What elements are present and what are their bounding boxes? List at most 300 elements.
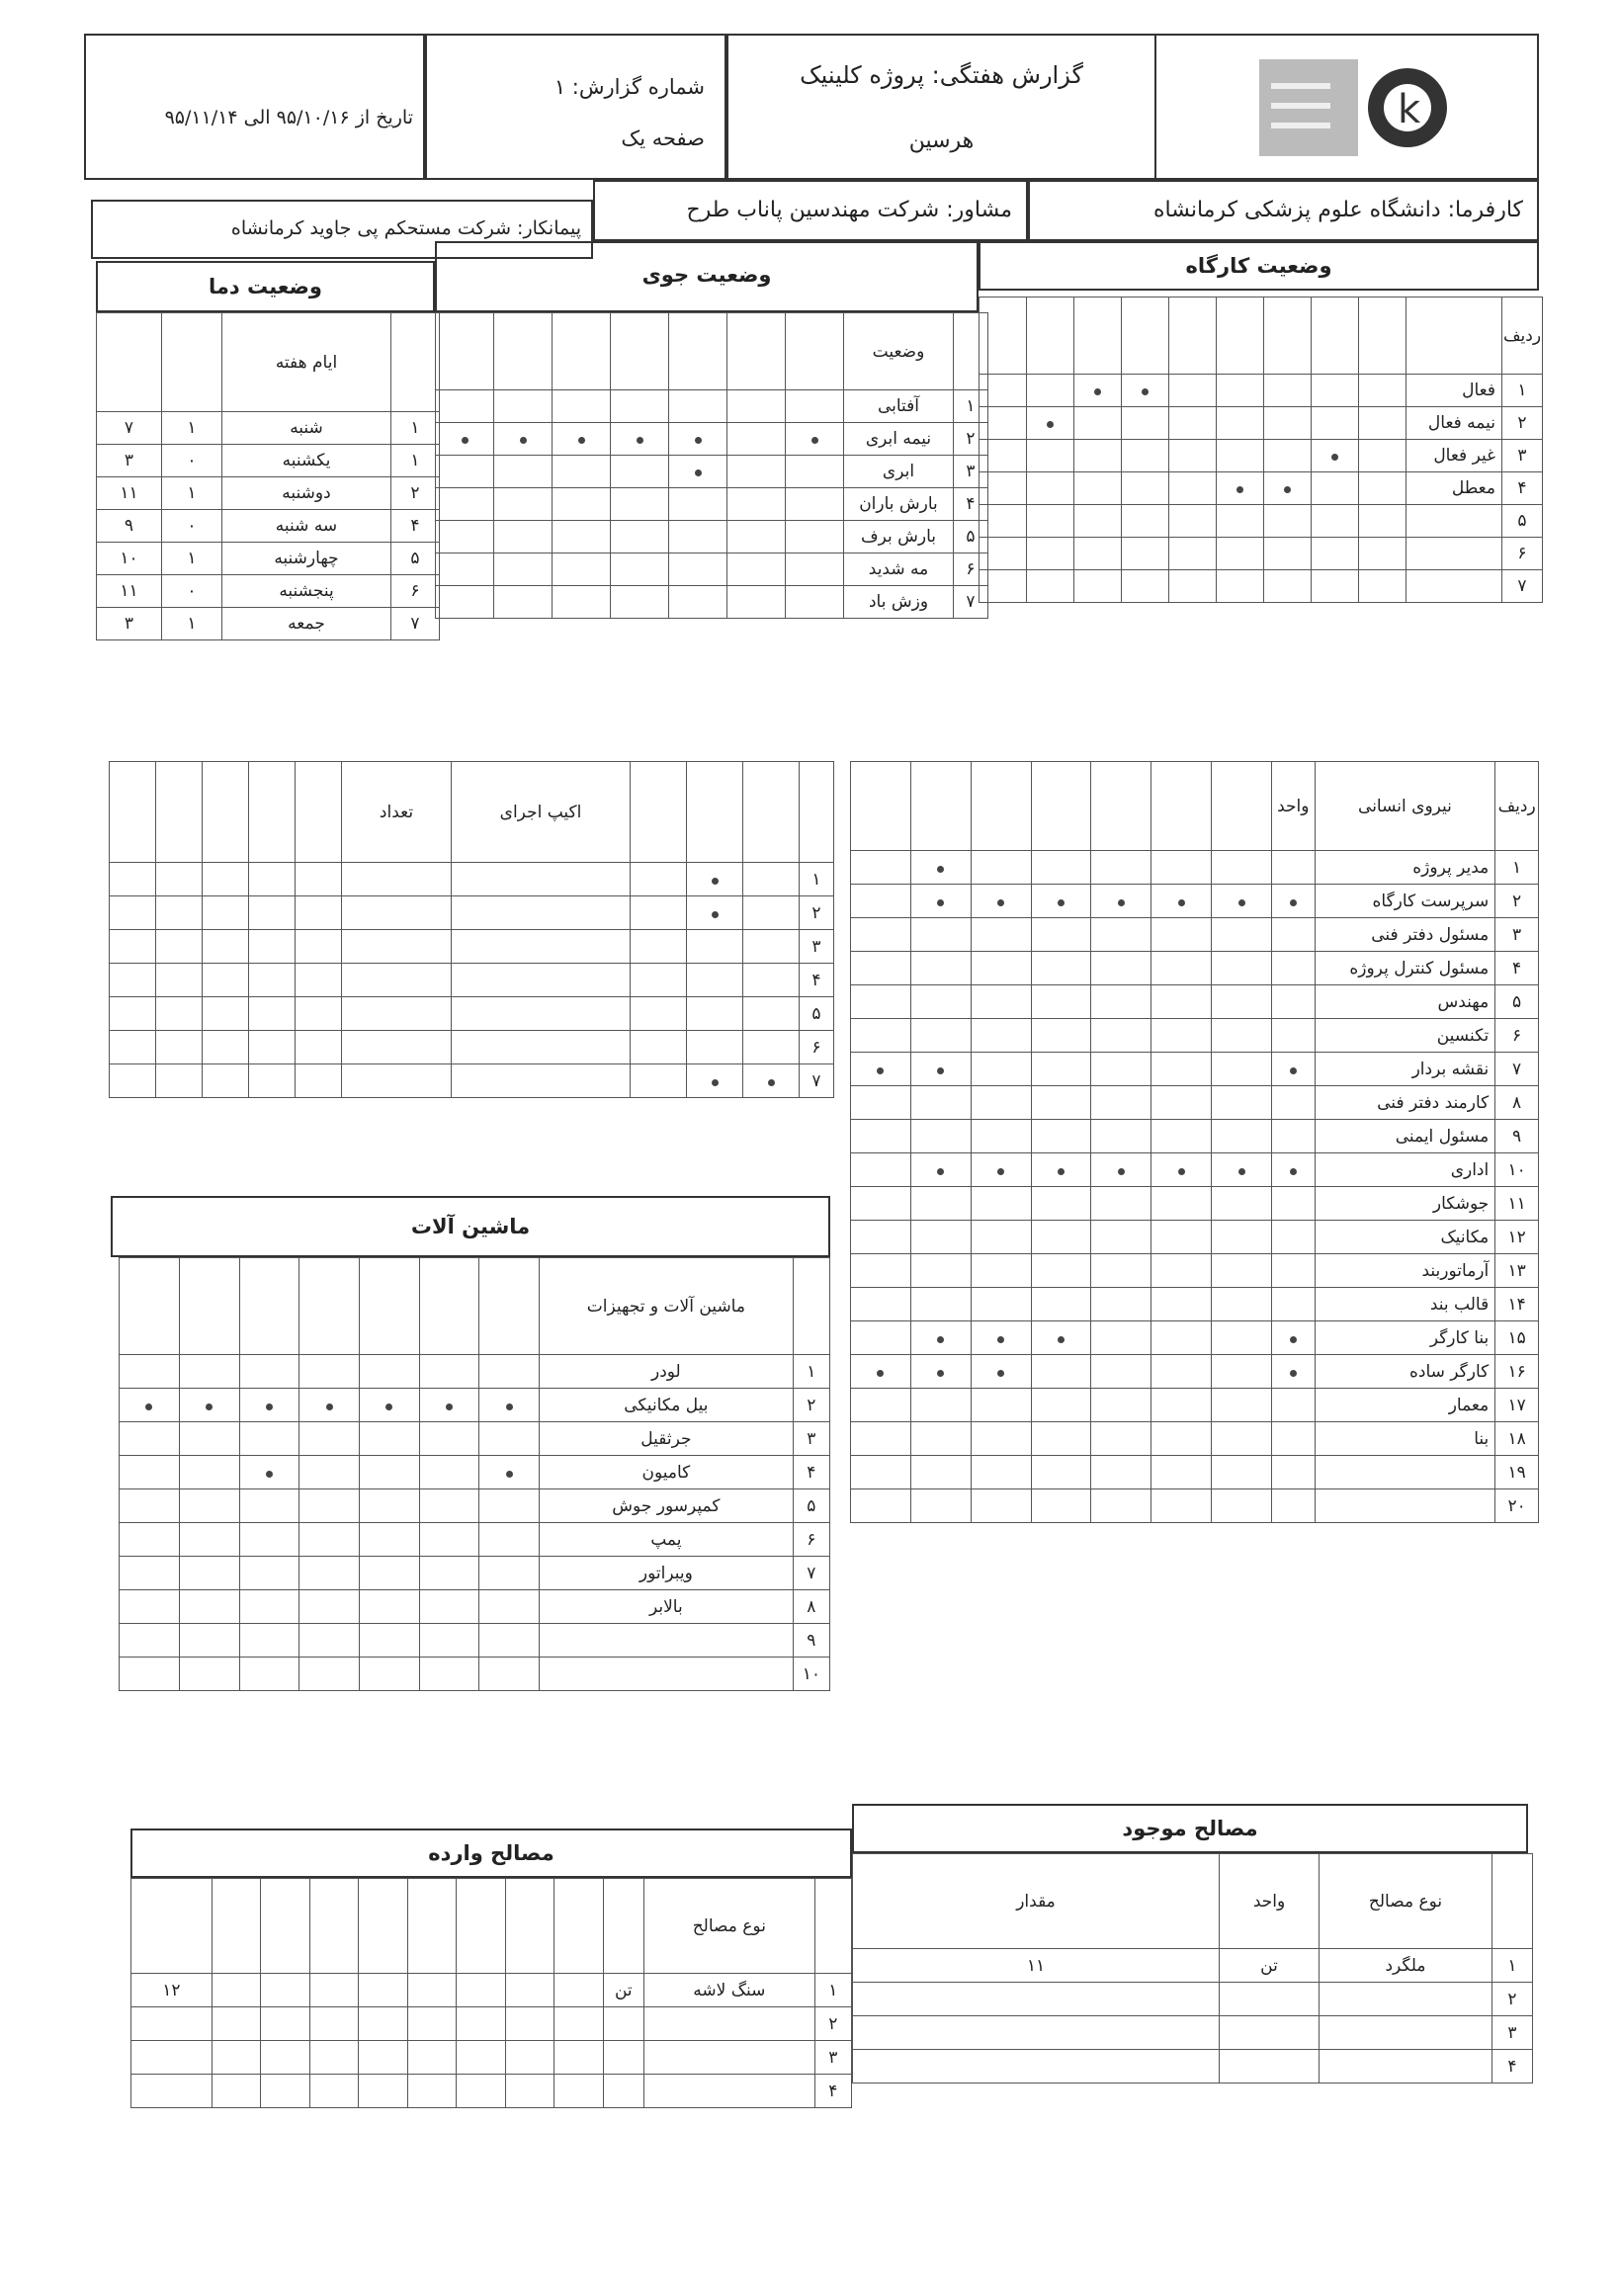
table-cell bbox=[479, 1456, 540, 1489]
header-row bbox=[131, 1879, 852, 1974]
machinery-header: ماشین آلات bbox=[111, 1196, 830, 1257]
table-cell bbox=[359, 1974, 407, 2007]
table-cell bbox=[851, 952, 911, 985]
row-label: آفتابی bbox=[844, 390, 954, 423]
table-row bbox=[110, 964, 834, 997]
material-unit bbox=[1220, 2016, 1320, 2050]
row-label: فعال bbox=[1406, 375, 1502, 407]
consultant: مشاور: شرکت مهندسین پاناب طرح bbox=[686, 198, 1012, 222]
table-row bbox=[97, 412, 440, 445]
machinery-table bbox=[119, 1257, 830, 1691]
table-cell bbox=[669, 521, 727, 553]
mark-dot bbox=[1236, 486, 1243, 493]
table-cell bbox=[120, 1624, 180, 1658]
table-cell bbox=[971, 1456, 1031, 1489]
machine-label: کامیون bbox=[540, 1456, 794, 1489]
table-cell bbox=[494, 586, 553, 619]
table-cell bbox=[179, 1422, 239, 1456]
table-cell bbox=[212, 2041, 260, 2075]
role-label: اداری bbox=[1315, 1153, 1495, 1187]
table-cell bbox=[156, 997, 203, 1031]
table-row bbox=[851, 985, 1539, 1019]
table-cell bbox=[851, 1187, 911, 1221]
col-header bbox=[743, 762, 800, 863]
table-cell bbox=[249, 930, 296, 964]
table-cell bbox=[1212, 1321, 1272, 1355]
table-cell bbox=[1169, 440, 1217, 472]
col-header bbox=[419, 1258, 479, 1355]
table-cell bbox=[1031, 1053, 1091, 1086]
table-row bbox=[131, 2007, 852, 2041]
table-cell bbox=[239, 1422, 299, 1456]
table-cell bbox=[1217, 407, 1264, 440]
col-header bbox=[436, 313, 494, 390]
table-cell bbox=[851, 1422, 911, 1456]
table-cell bbox=[1091, 1053, 1151, 1086]
table-cell bbox=[971, 1422, 1031, 1456]
table-cell bbox=[1074, 375, 1122, 407]
table-cell bbox=[494, 521, 553, 553]
mark-dot bbox=[937, 866, 944, 873]
role-label: مهندس bbox=[1315, 985, 1495, 1019]
mark-dot bbox=[1058, 1336, 1065, 1343]
col-header bbox=[359, 1258, 419, 1355]
page-number: صفحه یک bbox=[621, 127, 705, 150]
table-cell bbox=[1074, 505, 1122, 538]
col-header bbox=[391, 313, 440, 412]
table-cell bbox=[1151, 1187, 1212, 1221]
col-header: واحد bbox=[1271, 762, 1315, 851]
table-cell bbox=[1074, 472, 1122, 505]
row-number: ۱۵ bbox=[1495, 1321, 1539, 1355]
material-unit bbox=[1220, 2050, 1320, 2083]
mark-dot bbox=[1238, 1168, 1245, 1175]
table-cell bbox=[1031, 1389, 1091, 1422]
table-cell bbox=[553, 423, 611, 456]
table-cell bbox=[786, 586, 844, 619]
table-cell bbox=[1151, 1389, 1212, 1422]
row-number: ۴ bbox=[793, 1456, 829, 1489]
row-label: نیمه ابری bbox=[844, 423, 954, 456]
table-cell bbox=[631, 1031, 687, 1064]
row-number: ۶ bbox=[954, 553, 988, 586]
table-cell bbox=[611, 390, 669, 423]
table-cell bbox=[249, 863, 296, 896]
table-cell bbox=[156, 964, 203, 997]
col-header bbox=[631, 762, 687, 863]
table-cell bbox=[1212, 1489, 1272, 1523]
table-cell bbox=[1151, 1120, 1212, 1153]
table-cell bbox=[971, 1120, 1031, 1153]
table-cell bbox=[110, 863, 156, 896]
table-cell bbox=[1271, 1389, 1315, 1422]
table-row bbox=[851, 1153, 1539, 1187]
row-number: ۱۶ bbox=[1495, 1355, 1539, 1389]
table-row bbox=[436, 456, 988, 488]
table-row bbox=[120, 1456, 830, 1489]
table-row bbox=[97, 477, 440, 510]
row-label bbox=[1406, 570, 1502, 603]
table-cell bbox=[1359, 407, 1406, 440]
table-cell bbox=[851, 1221, 911, 1254]
table-cell bbox=[669, 390, 727, 423]
table-cell bbox=[296, 863, 342, 896]
table-cell bbox=[1091, 1019, 1151, 1053]
table-cell bbox=[1212, 1355, 1272, 1389]
table-cell bbox=[553, 456, 611, 488]
mark-dot bbox=[385, 1403, 392, 1410]
temp-min: ۰ bbox=[162, 575, 222, 608]
workshop-table bbox=[979, 297, 1543, 603]
row-number: ۳ bbox=[1502, 440, 1543, 472]
materials-stock-table bbox=[852, 1853, 1533, 2083]
table-cell bbox=[1212, 1120, 1272, 1153]
table-cell bbox=[359, 1355, 419, 1389]
row-number: ۸ bbox=[793, 1590, 829, 1624]
table-cell bbox=[669, 488, 727, 521]
table-cell bbox=[1271, 1221, 1315, 1254]
report-subtitle: هرسین bbox=[908, 128, 975, 153]
table-row bbox=[436, 423, 988, 456]
table-cell bbox=[1027, 570, 1074, 603]
table-row bbox=[97, 510, 440, 543]
table-cell bbox=[1212, 1153, 1272, 1187]
table-cell bbox=[120, 1590, 180, 1624]
table-cell bbox=[1031, 851, 1091, 885]
table-cell bbox=[743, 896, 800, 930]
mark-dot bbox=[1058, 1168, 1065, 1175]
row-number: ۶ bbox=[800, 1031, 834, 1064]
table-cell bbox=[1031, 1288, 1091, 1321]
table-cell bbox=[110, 930, 156, 964]
table-row bbox=[110, 1031, 834, 1064]
table-cell bbox=[1264, 440, 1312, 472]
table-cell bbox=[419, 1489, 479, 1523]
table-row bbox=[853, 1983, 1533, 2016]
table-cell bbox=[452, 964, 631, 997]
row-number: ۶ bbox=[793, 1523, 829, 1557]
table-cell bbox=[1264, 375, 1312, 407]
table-cell bbox=[296, 1064, 342, 1098]
table-cell bbox=[910, 1489, 971, 1523]
table-cell bbox=[851, 1254, 911, 1288]
header-row bbox=[851, 762, 1539, 851]
row-number: ۵ bbox=[1495, 985, 1539, 1019]
col-header bbox=[1169, 298, 1217, 375]
table-cell bbox=[1212, 1422, 1272, 1456]
table-cell bbox=[1271, 1187, 1315, 1221]
row-number: ۱۹ bbox=[1495, 1456, 1539, 1489]
table-cell bbox=[342, 896, 452, 930]
table-cell bbox=[419, 1456, 479, 1489]
materials-stock-header: مصالح موجود bbox=[852, 1804, 1528, 1853]
table-row bbox=[853, 1949, 1533, 1983]
table-cell bbox=[1312, 375, 1359, 407]
table-row bbox=[851, 1053, 1539, 1086]
table-cell bbox=[687, 930, 743, 964]
table-cell bbox=[1091, 985, 1151, 1019]
col-header bbox=[1031, 762, 1091, 851]
table-cell bbox=[110, 896, 156, 930]
header-row bbox=[97, 313, 440, 412]
table-cell bbox=[910, 1422, 971, 1456]
material-unit bbox=[603, 2007, 643, 2041]
table-cell bbox=[851, 1019, 911, 1053]
table-cell bbox=[743, 997, 800, 1031]
table-cell bbox=[261, 2041, 309, 2075]
table-cell bbox=[631, 863, 687, 896]
table-row bbox=[436, 586, 988, 619]
row-number: ۴ bbox=[1495, 952, 1539, 985]
table-row bbox=[436, 390, 988, 423]
mark-dot bbox=[145, 1403, 152, 1410]
material-value bbox=[131, 2007, 213, 2041]
workshop-header: وضعیت کارگاه bbox=[979, 241, 1539, 291]
mark-dot bbox=[997, 1370, 1004, 1377]
mark-dot bbox=[520, 437, 527, 444]
row-number: ۵ bbox=[391, 543, 440, 575]
col-header bbox=[553, 313, 611, 390]
machine-label: کمپرسور جوش bbox=[540, 1489, 794, 1523]
table-cell bbox=[1212, 952, 1272, 985]
table-row bbox=[851, 952, 1539, 985]
col-header bbox=[554, 1879, 603, 1974]
table-cell bbox=[553, 553, 611, 586]
table-cell bbox=[1027, 440, 1074, 472]
table-cell bbox=[971, 1153, 1031, 1187]
table-cell bbox=[1169, 570, 1217, 603]
table-cell bbox=[1027, 472, 1074, 505]
table-cell bbox=[342, 863, 452, 896]
report-title: گزارش هفتگی: پروژه کلینیک bbox=[800, 61, 1083, 89]
table-cell bbox=[1027, 407, 1074, 440]
table-cell bbox=[1091, 851, 1151, 885]
col-header bbox=[727, 313, 786, 390]
temp-max: ۹ bbox=[97, 510, 162, 543]
mark-dot bbox=[1290, 1370, 1297, 1377]
table-cell bbox=[296, 1031, 342, 1064]
row-label: معطل bbox=[1406, 472, 1502, 505]
table-cell bbox=[1091, 1489, 1151, 1523]
table-cell bbox=[407, 2007, 456, 2041]
material-type bbox=[644, 2007, 815, 2041]
row-number: ۲ bbox=[814, 2007, 851, 2041]
table-row bbox=[110, 997, 834, 1031]
col-header bbox=[1074, 298, 1122, 375]
material-type: سنگ لاشه bbox=[644, 1974, 815, 2007]
row-label: مه شدید bbox=[844, 553, 954, 586]
row-number: ۳ bbox=[954, 456, 988, 488]
row-number: ۷ bbox=[1495, 1053, 1539, 1086]
row-label: بارش باران bbox=[844, 488, 954, 521]
table-cell bbox=[212, 2075, 260, 2108]
table-cell bbox=[786, 488, 844, 521]
temp-max: ۳ bbox=[97, 608, 162, 640]
table-cell bbox=[407, 1974, 456, 2007]
table-cell bbox=[299, 1658, 360, 1691]
col-header bbox=[1406, 298, 1502, 375]
table-cell bbox=[1169, 375, 1217, 407]
role-label: نقشه بردار bbox=[1315, 1053, 1495, 1086]
table-cell bbox=[971, 1254, 1031, 1288]
table-cell bbox=[457, 2007, 505, 2041]
table-cell bbox=[452, 1031, 631, 1064]
mark-dot bbox=[1178, 899, 1185, 906]
row-number: ۴ bbox=[1492, 2050, 1533, 2083]
temp-max: ۱۱ bbox=[97, 575, 162, 608]
table-cell bbox=[687, 896, 743, 930]
col-header bbox=[1151, 762, 1212, 851]
row-number: ۲ bbox=[793, 1389, 829, 1422]
table-cell bbox=[156, 896, 203, 930]
table-cell bbox=[1091, 1120, 1151, 1153]
table-cell bbox=[1312, 472, 1359, 505]
col-header bbox=[120, 1258, 180, 1355]
row-number: ۸ bbox=[1495, 1086, 1539, 1120]
table-cell bbox=[1151, 1053, 1212, 1086]
day-label: جمعه bbox=[222, 608, 391, 640]
table-cell bbox=[851, 1456, 911, 1489]
table-cell bbox=[342, 964, 452, 997]
table-cell bbox=[851, 1389, 911, 1422]
table-cell bbox=[669, 553, 727, 586]
employer-box bbox=[1028, 180, 1539, 241]
material-unit: تن bbox=[1220, 1949, 1320, 1983]
table-cell bbox=[479, 1422, 540, 1456]
mark-dot bbox=[997, 1336, 1004, 1343]
table-row bbox=[851, 1456, 1539, 1489]
table-cell bbox=[1151, 1422, 1212, 1456]
report-number: شماره گزارش: ۱ bbox=[554, 75, 705, 99]
table-cell bbox=[910, 851, 971, 885]
table-cell bbox=[452, 1064, 631, 1098]
table-cell bbox=[1074, 538, 1122, 570]
temp-min: ۱ bbox=[162, 543, 222, 575]
mark-dot bbox=[1238, 899, 1245, 906]
row-number: ۱ bbox=[1495, 851, 1539, 885]
table-row bbox=[851, 918, 1539, 952]
mark-dot bbox=[1118, 899, 1125, 906]
row-number: ۵ bbox=[1502, 505, 1543, 538]
table-cell bbox=[1312, 505, 1359, 538]
table-cell bbox=[687, 964, 743, 997]
table-cell bbox=[1271, 1120, 1315, 1153]
table-cell bbox=[494, 423, 553, 456]
table-cell bbox=[299, 1422, 360, 1456]
table-cell bbox=[1151, 1019, 1212, 1053]
col-header bbox=[309, 1879, 358, 1974]
table-cell bbox=[910, 1456, 971, 1489]
mark-dot bbox=[1290, 1168, 1297, 1175]
col-header: ایام هفته bbox=[222, 313, 391, 412]
mark-dot bbox=[937, 1336, 944, 1343]
table-cell bbox=[1217, 472, 1264, 505]
table-cell bbox=[851, 851, 911, 885]
mark-dot bbox=[768, 1079, 775, 1086]
table-cell bbox=[1031, 1153, 1091, 1187]
col-header bbox=[359, 1879, 407, 1974]
table-cell bbox=[1271, 1019, 1315, 1053]
row-number: ۳ bbox=[1492, 2016, 1533, 2050]
table-cell bbox=[249, 896, 296, 930]
table-cell bbox=[179, 1557, 239, 1590]
table-cell bbox=[1122, 538, 1169, 570]
temp-min: ۱ bbox=[162, 477, 222, 510]
table-cell bbox=[359, 1523, 419, 1557]
role-label: قالب بند bbox=[1315, 1288, 1495, 1321]
table-cell bbox=[554, 1974, 603, 2007]
table-cell bbox=[851, 1120, 911, 1153]
table-cell bbox=[1271, 1422, 1315, 1456]
table-cell bbox=[1264, 472, 1312, 505]
table-cell bbox=[1212, 918, 1272, 952]
table-cell bbox=[910, 985, 971, 1019]
table-cell bbox=[851, 1086, 911, 1120]
table-cell bbox=[631, 1064, 687, 1098]
table-cell bbox=[687, 997, 743, 1031]
mark-dot bbox=[937, 1067, 944, 1074]
mark-dot bbox=[266, 1471, 273, 1478]
material-unit bbox=[1220, 1983, 1320, 2016]
table-cell bbox=[179, 1658, 239, 1691]
table-cell bbox=[1031, 952, 1091, 985]
table-cell bbox=[479, 1523, 540, 1557]
table-row bbox=[851, 885, 1539, 918]
table-cell bbox=[1074, 407, 1122, 440]
table-cell bbox=[436, 488, 494, 521]
table-cell bbox=[359, 1557, 419, 1590]
table-cell bbox=[1031, 1355, 1091, 1389]
row-number: ۵ bbox=[954, 521, 988, 553]
col-header bbox=[954, 313, 988, 390]
table-cell bbox=[457, 2041, 505, 2075]
table-cell bbox=[1091, 885, 1151, 918]
row-label bbox=[1406, 505, 1502, 538]
table-row bbox=[110, 930, 834, 964]
mark-dot bbox=[695, 469, 702, 476]
table-cell bbox=[239, 1624, 299, 1658]
table-cell bbox=[611, 586, 669, 619]
table-cell bbox=[1212, 851, 1272, 885]
table-cell bbox=[359, 2007, 407, 2041]
material-unit bbox=[603, 2075, 643, 2108]
table-cell bbox=[1151, 1254, 1212, 1288]
temp-max: ۳ bbox=[97, 445, 162, 477]
col-header bbox=[457, 1879, 505, 1974]
weather-table bbox=[435, 312, 988, 619]
table-cell bbox=[851, 1053, 911, 1086]
table-cell bbox=[120, 1355, 180, 1389]
table-cell bbox=[971, 952, 1031, 985]
material-type bbox=[1320, 2016, 1492, 2050]
company-logo bbox=[1249, 53, 1447, 162]
col-header: نوع مصالح bbox=[1320, 1854, 1492, 1949]
role-label bbox=[1315, 1489, 1495, 1523]
role-label bbox=[1315, 1456, 1495, 1489]
table-cell bbox=[156, 930, 203, 964]
table-row bbox=[851, 1355, 1539, 1389]
table-row bbox=[851, 1221, 1539, 1254]
table-cell bbox=[743, 964, 800, 997]
table-cell bbox=[1212, 1456, 1272, 1489]
table-cell bbox=[1271, 1321, 1315, 1355]
table-cell bbox=[1091, 1288, 1151, 1321]
table-cell bbox=[239, 1389, 299, 1422]
row-number: ۱ bbox=[954, 390, 988, 423]
table-cell bbox=[1212, 1254, 1272, 1288]
table-row bbox=[980, 472, 1543, 505]
mark-dot bbox=[997, 1168, 1004, 1175]
